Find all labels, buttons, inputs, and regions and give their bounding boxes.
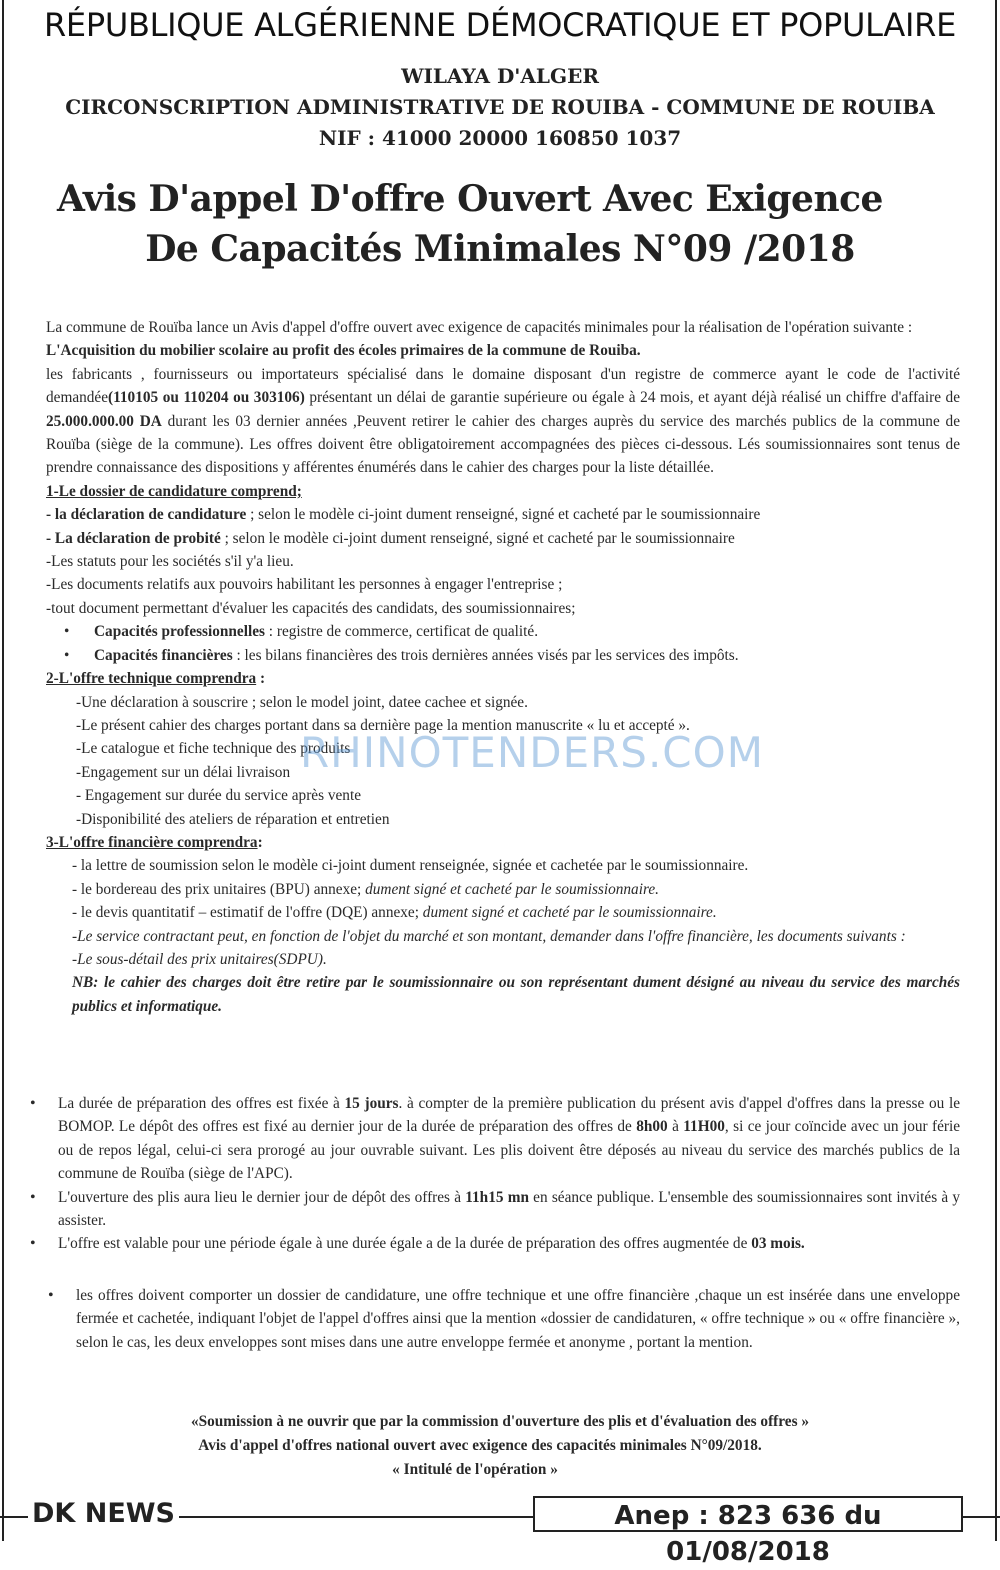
section3-item: -Le service contractant peut, en fonction de l'objet du marché et son montant, demander dans l'offre financière, les documents suivants : [72, 927, 906, 945]
condition-item: • L'ouverture des plis aura lieu le dernier jour de dépôt des offres à 11h15 mn en séance publique. L'ensemble des soumissionnaires sont invités à y assister. [30, 1186, 960, 1233]
intro-paragraph: La commune de Rouïba lance un Avis d'appel d'offre ouvert avec exigence de capacités minimales pour la réalisation de l'opération suivante : [46, 319, 913, 336]
section1-item: -tout document permettant d'évaluer les capacités des candidats, des soumissionnaires; [46, 599, 576, 617]
section2-item: -Le présent cahier des charges portant dans sa dernière page la mention manuscrite « lu et accepté ». [76, 716, 690, 734]
section2-item: -Disponibilité des ateliers de réparation et entretien [76, 810, 390, 828]
notice-title-line1: Avis D'appel D'offre Ouvert Avec Exigence [57, 178, 883, 220]
envelope-instructions [48, 1284, 960, 1354]
newspaper-name: DK NEWS [28, 1498, 179, 1529]
closing-line3: « Intitulé de l'opération » [392, 1461, 558, 1478]
section2-item: - Engagement sur durée du service après vente [76, 787, 361, 805]
section2-heading: 2-L'offre technique comprendra : [46, 670, 266, 688]
notice-body [46, 316, 960, 1018]
condition-item: • les offres doivent comporter un dossier de candidature, une offre technique et une offre financière ,chaque un est insérée dans une enveloppe fermée et cachetée, indiquant l'objet de l'appel d'offres ainsi que la mention «dossier de candidaturen, « offre technique » ou « offre financière », selon le cas, les deux enveloppes sont mises dans une autre enveloppe fermée et anonyme , portant la mention. [48, 1284, 960, 1354]
nb-note: NB: le cahier des charges doit être retire par le soumissionnaire ou son représentant dument désigné au niveau du service des marchés publics et informatique. [72, 974, 960, 1015]
section1-item: - La déclaration de probité ; selon le modèle ci-joint dument renseigné, signé et cacheté par le soumissionnaire [46, 529, 735, 547]
watermark: RHINOTENDERS.COM [300, 728, 764, 777]
section3-item: - le bordereau des prix unitaires (BPU) annexe; dument signé et cacheté par le soumissionnaire. [72, 880, 659, 898]
section2-item: -Le catalogue et fiche technique des produits [76, 740, 351, 758]
conditions-list [30, 1092, 960, 1256]
section3-item: -Le sous-détail des prix unitaires(SDPU). [72, 950, 327, 968]
republic-header: RÉPUBLIQUE ALGÉRIENNE DÉMOCRATIQUE ET POPULAIRE [44, 6, 956, 44]
condition-item: • La durée de préparation des offres est fixée à 15 jours. à compter de la première publication du présent avis d'appel d'offres dans la presse ou le BOMOP. Le dépôt des offres est fixé au dernier jour de la durée de préparation des offres de 8h00 à 11H00, si ce jour coïncide avec un jour férie ou de repos légal, celui-ci sera prorogé au jour ouvrable suivant. Les plis doivent être déposés au niveau du service des marchés publics de la commune de Rouïba (siège de l'APC). [30, 1092, 960, 1186]
operation-title: L'Acquisition du mobilier scolaire au profit des écoles primaires de la commune de Rouiba. [46, 342, 641, 360]
closing-line1: «Soumission à ne ouvrir que par la commission d'ouverture des plis et d'évaluation des offres » [190, 1413, 809, 1430]
section1-bullet: • Capacités professionnelles : registre de commerce, certificat de qualité. [46, 620, 960, 643]
section1-item: -Les documents relatifs aux pouvoirs habilitant les personnes à engager l'entreprise ; [46, 576, 563, 594]
nif-header: NIF : 41000 20000 160850 1037 [318, 126, 682, 150]
section3-heading: 3-L'offre financière comprendra: [46, 833, 263, 851]
circonscription-header: CIRCONSCRIPTION ADMINISTRATIVE DE ROUIBA - COMMUNE DE ROUIBA [65, 95, 935, 119]
footer-rule-middle [160, 1516, 533, 1518]
section1-item: - la déclaration de candidature ; selon le modèle ci-joint dument renseigné, signé et cacheté par le soumissionnaire [46, 506, 761, 524]
condition-item: • L'offre est valable pour une période égale à une durée égale a de la durée de préparation des offres augmentée de 03 mois. [30, 1232, 960, 1255]
section2-item: -Une déclaration à souscrire ; selon le model joint, datee cachee et signée. [76, 693, 528, 711]
footer [0, 1494, 1000, 1567]
section1-item: -Les statuts pour les sociétés s'il y'a lieu. [46, 553, 294, 571]
wilaya-header: WILAYA D'ALGER [401, 64, 599, 88]
section3-item: - la lettre de soumission selon le modèle ci-joint dument renseignée, signée et cachetée par le soumissionnaire. [72, 857, 749, 875]
anep-reference: Anep : 823 636 du 01/08/2018 [533, 1496, 963, 1532]
notice-title-line2: De Capacités Minimales N°09 /2018 [145, 228, 855, 270]
section1-heading: 1-Le dossier de candidature comprend; [46, 482, 302, 500]
closing-line2: Avis d'appel d'offres national ouvert avec exigence des capacités minimales N°09/2018. [198, 1437, 762, 1454]
footer-rule-right [963, 1516, 1000, 1518]
section1-bullet: • Capacités financières : les bilans financières des trois dernières années visés par les services des impôts. [46, 644, 960, 667]
eligibility-paragraph: les fabricants , fournisseurs ou importateurs spécialisé dans le domaine disposant d'un registre de commerce ayant le code de l'activité demandée(110105 ou 110204 ou 303106) présentant un délai de garantie supérieure ou égale à 24 mois, et ayant déjà réalisé un chiffre d'affaire de 25.000.000.00 DA durant les 03 dernier années ,Peuvent retirer le cahier des charges auprès du service des marchés publics de la commune de Rouïba (siège de la commune). Les offres doivent être obligatoirement accompagnées des pièces ci-dessous. Lés soumissionnaires sont tenus de prendre connaissance des dispositions y afférentes énumérés dans le cahier des charges pour la liste détaillée. [46, 365, 960, 477]
section2-item: -Engagement sur un délai livraison [76, 763, 291, 781]
footer-rule-left [0, 1516, 28, 1518]
section3-item: - le devis quantitatif – estimatif de l'offre (DQE) annexe; dument signé et cacheté par le soumissionnaire. [72, 904, 717, 922]
